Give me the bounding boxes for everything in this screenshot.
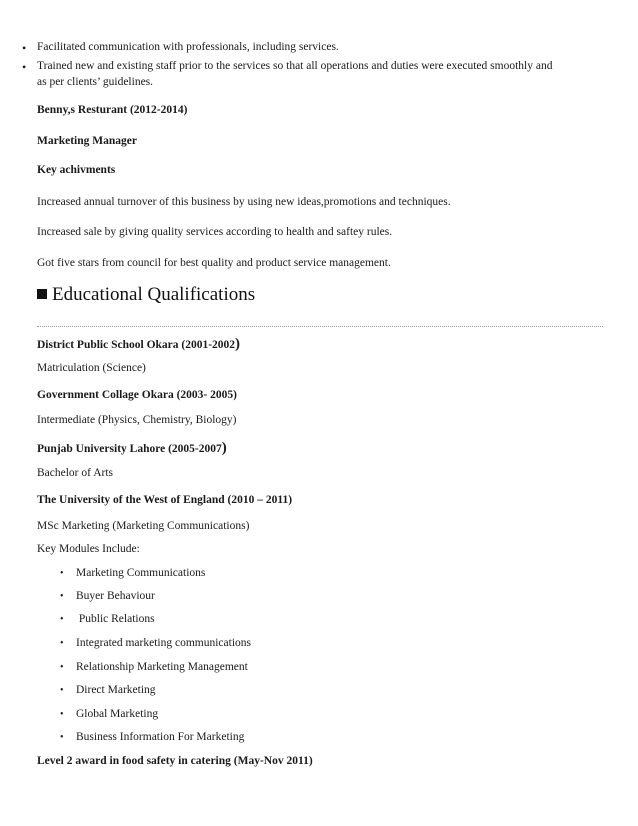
section-divider [37,326,603,327]
experience-bullet-2-continuation: as per clients’ guidelines. [37,76,154,88]
school-detail-1: Matriculation (Science) [37,362,146,374]
module-item: Business Information For Marketing [76,731,245,743]
module-item: Relationship Marketing Management [76,661,248,673]
job-title: Marketing Manager [37,135,137,147]
achievements-heading: Key achivments [37,164,116,176]
section-heading-education [37,284,255,306]
school-name-3: Punjab University Lahore (2005-2007) [37,440,227,456]
achievement-item: Increased sale by giving quality services according to health and saftey rules. [37,226,393,238]
module-bullet-icon: • [60,662,64,673]
module-bullet-icon: • [60,732,64,743]
experience-bullet-1: Facilitated communication with professionals, including services. [37,41,339,53]
award-line: Level 2 award in food safety in catering (May-Nov 2011) [37,755,313,767]
module-item: Public Relations [76,613,155,625]
module-item: Global Marketing [76,708,159,720]
achievement-item: Increased annual turnover of this business by using new ideas,promotions and techniques. [37,196,451,208]
school-name-1: District Public School Okara (2001-2002) [37,336,241,352]
job-employer: Benny,s Resturant (2012-2014) [37,104,188,116]
school-name-2: Government Collage Okara (2003- 2005) [37,389,237,401]
school-detail-2: Intermediate (Physics, Chemistry, Biology) [37,414,237,426]
bullet-dot-icon: • [22,41,27,55]
module-bullet-icon: • [60,591,64,602]
school-detail-3: Bachelor of Arts [37,467,114,479]
bullet-dot-icon: • [22,60,27,74]
school-name-4: The University of the West of England (2010 – 2011) [37,494,293,506]
modules-intro: Key Modules Include: [37,543,140,555]
module-item: Integrated marketing communications [76,637,251,649]
experience-bullet-2: Trained new and existing staff prior to the services so that all operations and duties were executed smoothly and [37,60,553,72]
module-bullet-icon: • [60,685,64,696]
module-item: Buyer Behaviour [76,590,155,602]
achievement-item: Got five stars from council for best quality and product service management. [37,257,391,269]
section-heading-text: Educational Qualifications [52,284,256,305]
square-bullet-icon [37,289,47,299]
school-detail-4: MSc Marketing (Marketing Communications) [37,520,250,532]
module-item: Marketing Communications [76,567,206,579]
module-bullet-icon: • [60,709,64,720]
module-item: Direct Marketing [76,684,156,696]
module-bullet-icon: • [60,638,64,649]
module-bullet-icon: • [60,568,64,579]
module-bullet-icon: • [60,614,64,625]
